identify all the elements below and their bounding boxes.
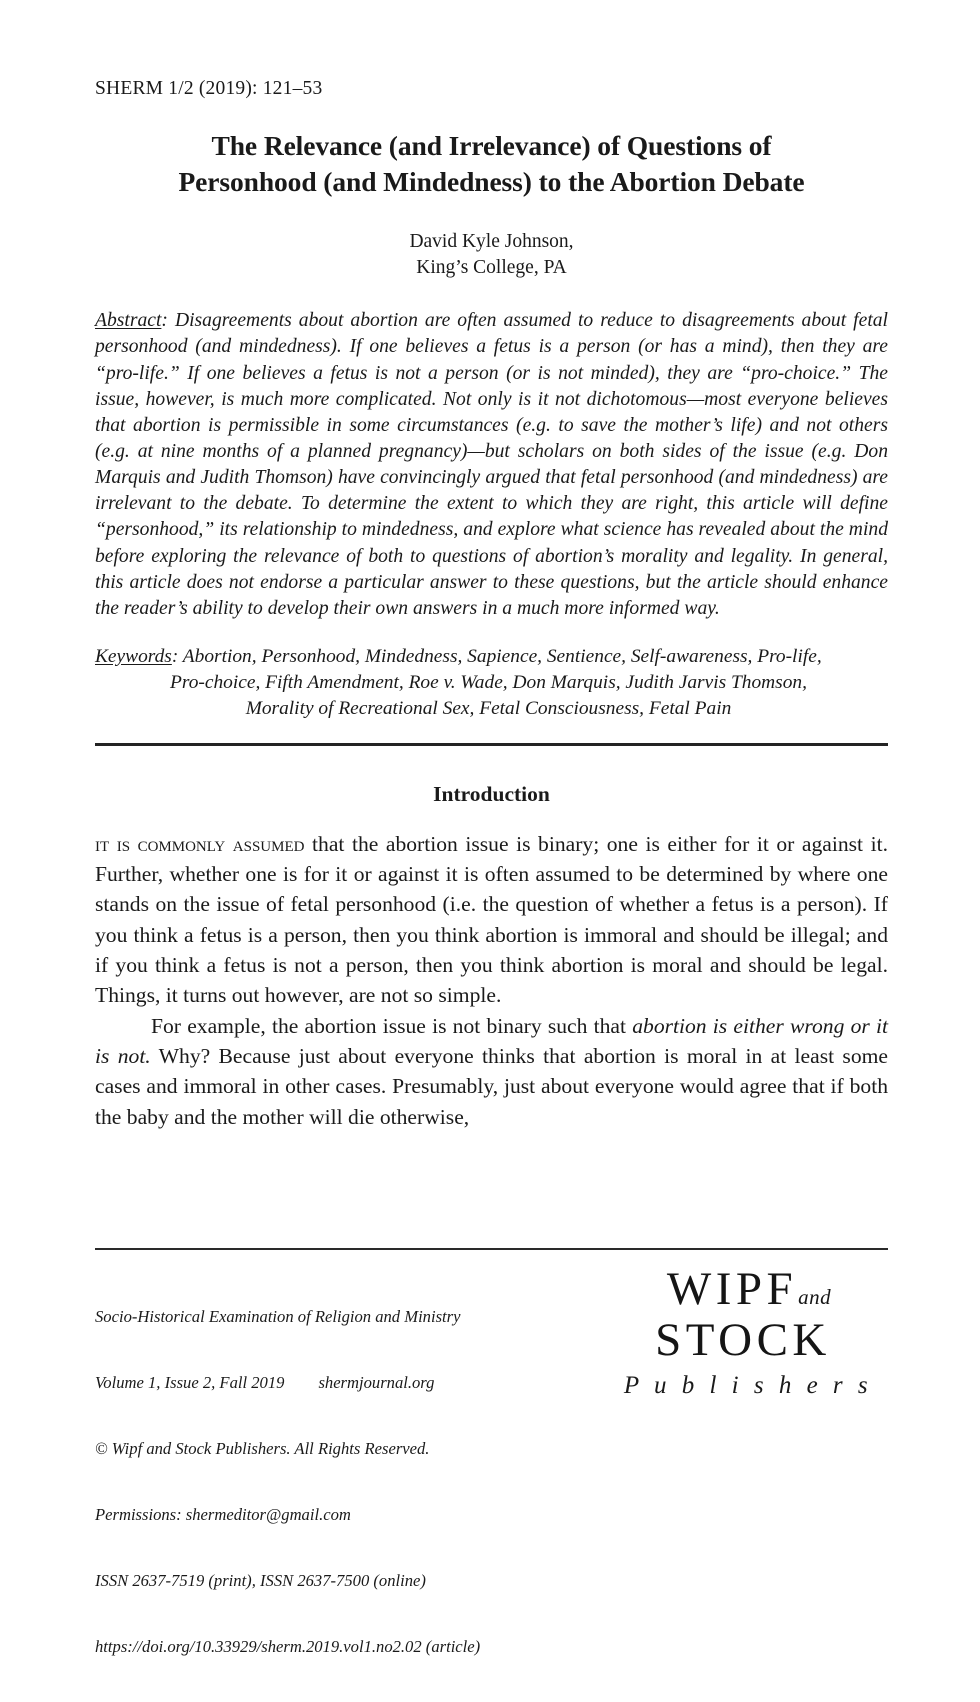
abstract-label: Abstract	[95, 310, 162, 332]
keywords-line-1-wrap	[95, 644, 882, 670]
keywords-line-2: Pro-choice, Fifth Amendment, Roe v. Wade, Don Marquis, Judith Jarvis Thomson,	[170, 672, 807, 693]
logo-word-and: and	[798, 1285, 832, 1309]
author-name: David Kyle Johnson,	[409, 231, 574, 253]
abstract-divider-rule	[95, 743, 888, 746]
logo-word-wipf: WIPF	[666, 1263, 798, 1315]
author-affiliation: King’s College, PA	[416, 257, 567, 279]
page-footer	[95, 1262, 888, 1702]
opening-smallcaps: it is commonly assumed	[95, 831, 305, 856]
footer-website[interactable]: shermjournal.org	[318, 1372, 435, 1392]
footer-doi[interactable]: https://doi.org/10.33929/sherm.2019.vol1.no2.02 (article)	[95, 1636, 481, 1656]
abstract-text: Disagreements about abortion are often assumed to reduce to disagreements about fetal personhood (and mindedness). If one believes a fetus is a person (or has a mind), then they are “pro-life.” If one believes a fetus is not a person (or is not minded), they are “pro-choice.” The issue, however, is much more complicated. Not only is it not dichotomous—most everyone believes that abortion is permissible in some circumstances (e.g. to save the mother’s life) and not others (e.g. at nine months of a planned pregnancy)—but scholars on both sides of the issue (e.g. Don Marquis and Judith Thomson) have convincingly argued that fetal personhood (and mindedness) are irrelevant to the debate. To determine the extent to which they are right, this article will define “personhood,” its relationship to mindedness, and explore what science has revealed about the mind before exploring the relevance of both to questions of abortion’s morality and legality. In general, this article does not endorse a particular answer to these questions, but the article should enhance the reader’s ability to develop their own answers in a much more informed way.	[95, 310, 888, 619]
section-heading-introduction: Introduction	[433, 781, 550, 806]
footer-permissions[interactable]: Permissions: shermeditor@gmail.com	[95, 1504, 351, 1524]
article-title	[95, 128, 888, 199]
abstract-section	[95, 308, 888, 622]
keywords-line-3: Morality of Recreational Sex, Fetal Consciousness, Fetal Pain	[245, 697, 732, 719]
body-paragraph-2-emphasis: abortion is either wrong or it is not.	[95, 1013, 888, 1069]
footer-imprint-block	[95, 1262, 480, 1702]
footer-issn: ISSN 2637-7519 (print), ISSN 2637-7500 (online)	[95, 1570, 426, 1590]
body-paragraph-1-text: that the abortion issue is binary; one is either for it or against it. Further, whether one is for it or against it is often assumed to be determined by where one stands on the issue of fetal personhood (i.e. the question of whether a fetus is a person). If you think a fetus is a person, then you think abortion is immoral and should be illegal; and if you think a fetus is not a person, then you think abortion is moral and should be legal. Things, it turns out however, are not so simple.	[95, 831, 888, 1008]
body-paragraph-2-part-b: Why? Because just about everyone thinks that abortion is moral in at least some cases and immoral in other cases. Presumably, just about everyone would agree that if both the baby and the mother will die otherwise,	[95, 1044, 888, 1129]
body-paragraph-1	[95, 829, 888, 1011]
abstract-separator: :	[161, 310, 168, 332]
footer-volume: Volume 1, Issue 2, Fall 2019	[95, 1372, 285, 1392]
keywords-label: Keywords	[95, 646, 172, 668]
footer-divider-rule	[95, 1248, 888, 1250]
body-paragraph-2-part-a: For example, the abortion issue is not binary such that	[151, 1013, 633, 1038]
logo-row-publishers: P u b l i s h e r s	[623, 1372, 873, 1399]
keywords-line-1: Abortion, Personhood, Mindedness, Sapience, Sentience, Self-awareness, Pro-life,	[178, 646, 822, 668]
page-content	[95, 0, 888, 1132]
title-line-2: Personhood (and Mindedness) to the Abortion Debate	[178, 165, 805, 197]
footer-copyright: © Wipf and Stock Publishers. All Rights Reserved.	[95, 1438, 430, 1458]
logo-row-stock: STOCK	[655, 1314, 831, 1366]
title-line-1: The Relevance (and Irrelevance) of Questions of	[211, 130, 772, 162]
body-paragraph-2	[95, 1011, 888, 1132]
footer-volume-line	[95, 1372, 480, 1394]
wipf-and-stock-logo	[614, 1263, 876, 1399]
author-block	[95, 229, 888, 281]
running-head: SHERM 1/2 (2019): 121–53	[95, 78, 323, 99]
keywords-section	[95, 644, 888, 722]
logo-row-wipf	[622, 1263, 876, 1315]
keywords-separator: :	[171, 646, 179, 668]
footer-journal-name: Socio-Historical Examination of Religion and Ministry	[95, 1306, 461, 1326]
